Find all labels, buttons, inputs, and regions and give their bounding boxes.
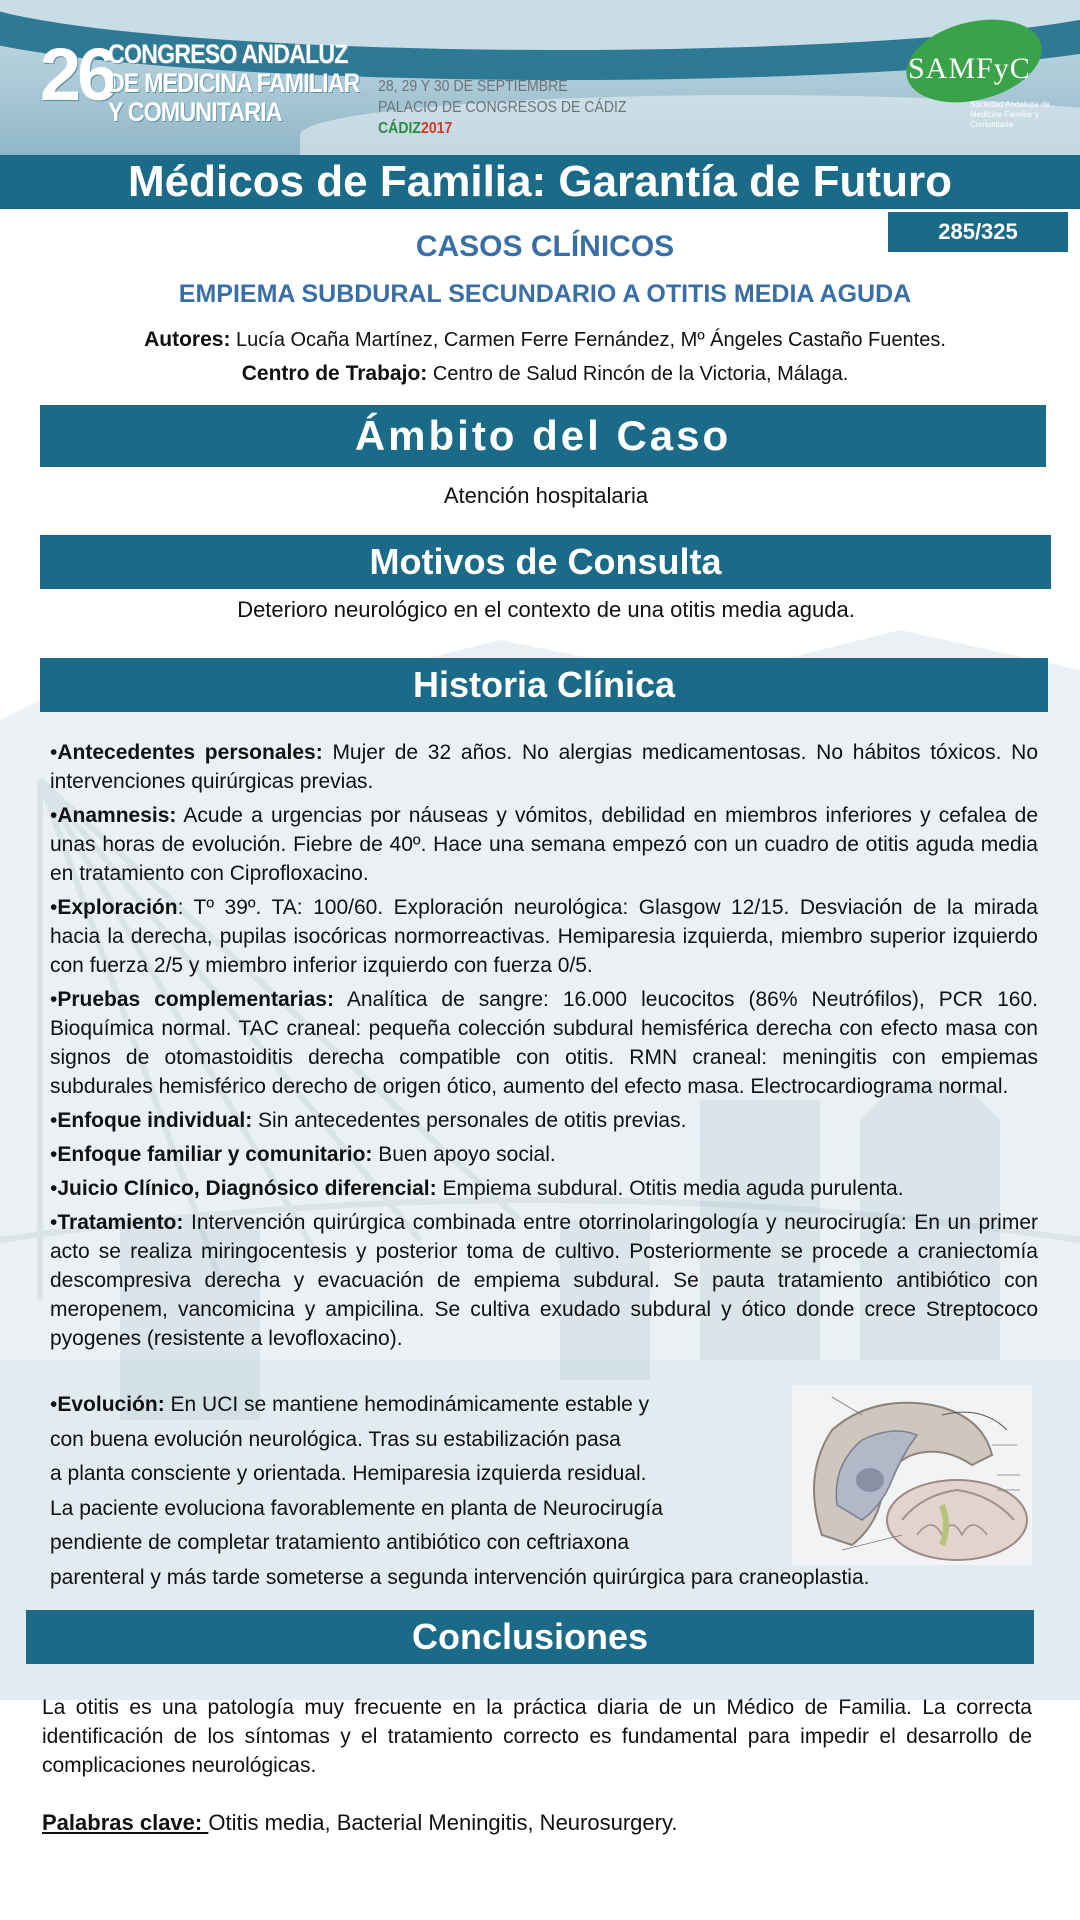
historia-item: •Exploración: Tº 39º. TA: 100/60. Exploración neurológica: Glasgow 12/15. Desviación de la mirada hacia la derecha, pupilas isocóricas normorreactivas. Hemiparesia izquierda, miembro superior izquierdo con fuerza 2/5 y miembro inferior izquierdo con fuerza 0/5. [50,896,1038,977]
historia-item-text: Acude a urgencias por náuseas y vómitos, debilidad en miembros inferiores y cefalea de unas horas de evolución. Fiebre de 40º. Hace una semana empezó con un cuadro de otitis aguda media en tratamiento con Ciprofloxacino. [50,804,1038,885]
evolucion-line: •Evolución: En UCI se mantiene hemodinámicamente estable y [50,1393,650,1416]
section-historia-title: Historia Clínica [412,664,676,705]
historia-list [50,738,1038,1358]
samfyc-logo-subtitle: Sociedad Andaluza de Medicina Familiar y Comunitaria [970,100,1050,129]
historia-item: •Juicio Clínico, Diagnósico diferencial: Empiema subdural. Otitis media aguda purulenta. [50,1177,904,1200]
historia-item-label: Enfoque familiar y comunitario: [57,1143,373,1166]
evolucion-line: pendiente de completar tratamiento antibiótico con ceftriaxona [50,1531,630,1554]
evolucion-line: con buena evolución neurológica. Tras su estabilización pasa [50,1427,621,1451]
historia-item-text: Empiema subdural. Otitis media aguda purulenta. [436,1177,904,1200]
evolucion-line: parenteral y más tarde someterse a segunda intervención quirúrgica para craneoplastia. [50,1565,870,1589]
banner-title: Médicos de Familia: Garantía de Futuro [128,157,952,206]
evolucion-text: En UCI se mantiene hemodinámicamente estable y [164,1393,650,1416]
congress-name-line: Y COMUNITARIA [108,97,282,127]
workplace-value: Centro de Salud Rincón de la Victoria, Málaga. [432,363,849,385]
historia-item-label: Pruebas complementarias: [57,988,334,1011]
congress-venue: PALACIO DE CONGRESOS DE CÁDIZ [378,99,627,116]
historia-item-text: Sin antecedentes personales de otitis previas. [252,1109,687,1132]
historia-item-label: Antecedentes personales: [57,741,323,764]
section-conclusiones-header [26,1610,1034,1664]
historia-item-text: Mujer de 32 años. No alergias medicamentosas. No hábitos tóxicos. No intervenciones quirúrgicas previas. [50,741,1038,793]
historia-item-text: : Tº 39º. TA: 100/60. Exploración neurológica: Glasgow 12/15. Desviación de la mirada hacia la derecha, pupilas isocóricas normorreactivas. Hemiparesia izquierda, miembro superior izquierdo con fuerza 2/5 y miembro inferior izquierdo con fuerza 0/5. [50,896,1038,977]
keywords-label: Palabras clave: [42,1810,209,1835]
congress-name-line: CONGRESO ANDALUZ [108,39,348,69]
congress-banner [0,0,1080,155]
evolucion-line: a planta consciente y orientada. Hemiparesia izquierda residual. [50,1462,647,1485]
historia-item: •Pruebas complementarias: Analítica de sangre: 16.000 leucocitos (86% Neutrófilos), PCR 160. Bioquímica normal. TAC craneal: pequeña colección subdural hemisférica derecha con efecto masa con signos de otomastoiditis derecha compatible con otitis. RMN craneal: meningitis con empiemas subdurales hemisférico derecho de origen ótico, aumento del efecto masa. Electrocardiograma normal. [50,988,1038,1098]
evolucion-label: Evolución: [57,1393,165,1416]
congress-city-year [378,118,627,139]
workplace-label: Centro de Trabajo: [241,362,428,385]
poster-code: 285/325 [888,212,1068,252]
keywords-value: Otitis media, Bacterial Meningitis, Neurosurgery. [208,1810,678,1835]
workplace-line [0,362,1080,386]
category-title: CASOS CLÍNICOS [415,230,675,263]
samfyc-logo: SAMFyC [908,52,1031,85]
historia-item-label: Juicio Clínico, Diagnósico diferencial: [57,1177,437,1200]
section-motivos-text: Deterioro neurológico en el contexto de una otitis media aguda. [237,597,855,622]
historia-item: •Enfoque familiar y comunitario: Buen apoyo social. [50,1143,556,1166]
historia-item: •Tratamiento: Intervención quirúrgica combinada entre otorrinolaringología y neurocirugía: En un primer acto se realiza miringocentesis y posterior toma de cultivo. Posteriormente se procede a craniectomía descompresiva derecha y evacuación de empiema subdural. Se pauta tratamiento antibiótico con meropenem, vancomicina y ampicilina. Se cultiva exudado subdural y ótico donde crece Streptococo pyogenes (resistente a levofloxacino). [50,1211,1038,1350]
historia-item-label: Exploración [57,896,178,919]
historia-item: •Antecedentes personales: Mujer de 32 años. No alergias medicamentosas. No hábitos tóxicos. No intervenciones quirúrgicas previas. [50,741,1038,793]
historia-item-label: Enfoque individual: [57,1109,253,1132]
historia-item-label: Tratamiento: [57,1211,184,1234]
skull-brain-illustration [792,1385,1032,1565]
historia-item-text: Analítica de sangre: 16.000 leucocitos (86% Neutrófilos), PCR 160. Bioquímica normal. TAC craneal: pequeña colección subdural hemisférica derecha con efecto masa con signos de otomastoiditis derecha compatible con otitis. RMN craneal: meningitis con empiemas subdurales hemisférico derecho de origen ótico, aumento del efecto masa. Electrocardiograma normal. [50,988,1038,1098]
historia-item-text: Buen apoyo social. [372,1143,556,1166]
section-motivos-header [40,535,1051,589]
evolucion-line: La paciente evoluciona favorablemente en planta de Neurocirugía [50,1496,663,1520]
congress-name-line: DE MEDICINA FAMILIAR [108,68,360,98]
historia-item-text: Intervención quirúrgica combinada entre otorrinolaringología y neurocirugía: En un primer acto se realiza miringocentesis y posterior toma de cultivo. Posteriormente se procede a craniectomía descompresiva derecha y evacuación de empiema subdural. Se pauta tratamiento antibiótico con meropenem, vancomicina y ampicilina. Se cultiva exudado subdural y ótico donde crece Streptococo pyogenes (resistente a levofloxacino). [50,1211,1038,1350]
congress-year: 2017 [421,120,453,137]
congress-dates: 28, 29 Y 30 DE SEPTIEMBRE [378,78,568,95]
congress-number: 26 [40,33,115,116]
section-motivos-title: Motivos de Consulta [369,541,722,582]
authors-line [0,328,1080,352]
congress-info [378,76,660,139]
conclusiones-text: La otitis es una patología muy frecuente en la práctica diaria de un Médico de Familia. La correcta identificación de los síntomas y el tratamiento correcto es fundamental para impedir el desarrollo de complicaciones neurológicas. [42,1696,1032,1777]
section-conclusiones-title: Conclusiones [411,1616,649,1657]
congress-name [108,40,368,127]
section-ambito-title: Ámbito del Caso [354,412,732,459]
congress-city: CÁDIZ [378,120,422,137]
case-title: EMPIEMA SUBDURAL SECUNDARIO A OTITIS MEDIA AGUDA [178,280,912,308]
banner-title-bar [0,155,1080,209]
historia-item-label: Anamnesis: [57,804,177,827]
section-ambito-text: Atención hospitalaria [443,483,649,508]
keywords-line [42,1810,677,1836]
section-historia-header [40,658,1048,712]
section-ambito-header [40,405,1046,467]
authors-value: Lucía Ocaña Martínez, Carmen Ferre Fernández, Mº Ángeles Castaño Fuentes. [236,329,946,351]
historia-item: •Enfoque individual: Sin antecedentes personales de otitis previas. [50,1109,687,1132]
historia-item: •Anamnesis: Acude a urgencias por náuseas y vómitos, debilidad en miembros inferiores y cefalea de unas horas de evolución. Fiebre de 40º. Hace una semana empezó con un cuadro de otitis aguda media en tratamiento con Ciprofloxacino. [50,804,1038,885]
authors-label: Autores: [144,328,231,351]
